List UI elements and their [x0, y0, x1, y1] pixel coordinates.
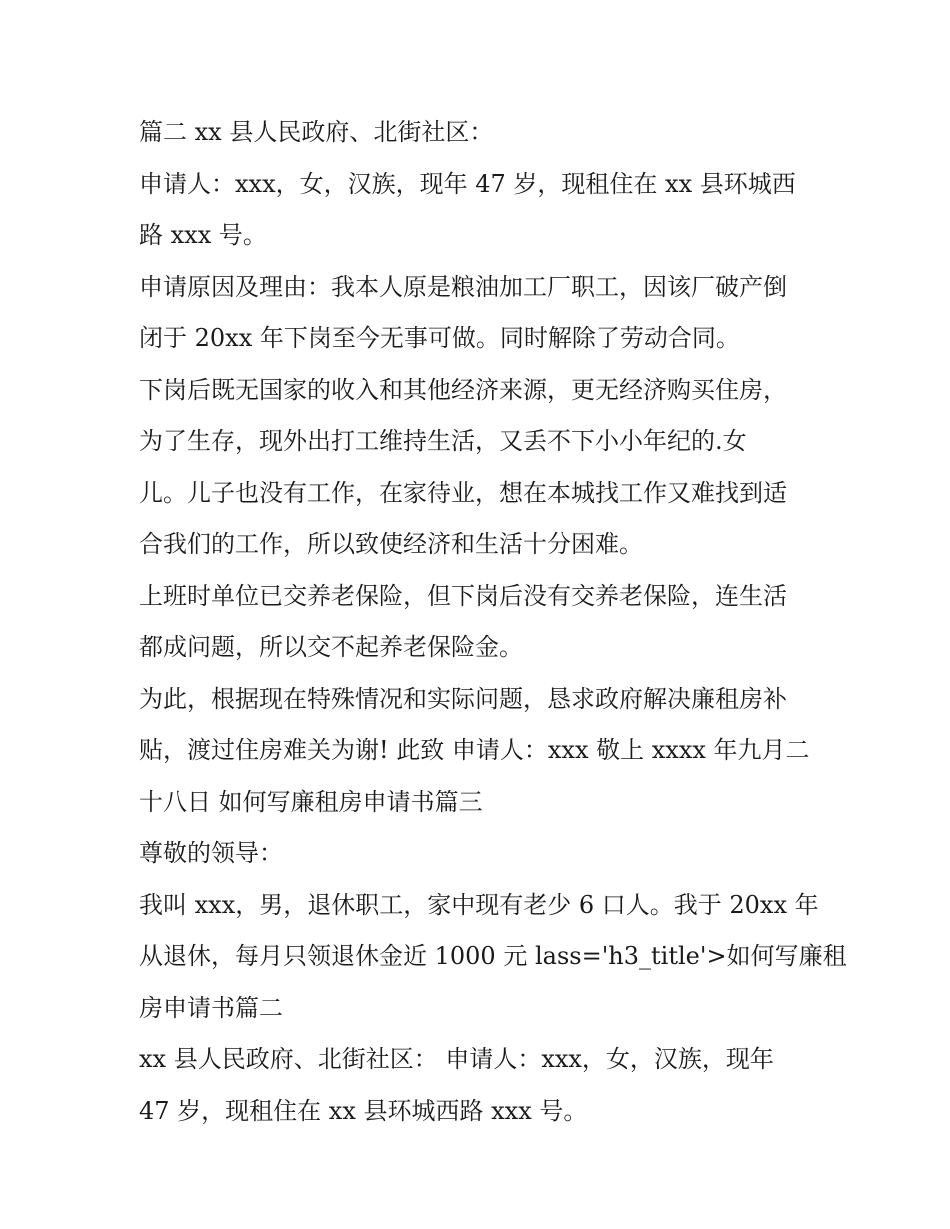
text-line-14: 十八日 如何写廉租房申请书篇三	[139, 787, 483, 816]
text-line-3: 路 xxx 号。	[139, 221, 267, 249]
text-line-7: 为了生存，现外出打工维持生活，又丢不下小小年纪的.女	[139, 427, 747, 455]
text-line-20: 47 岁，现租住在 xx 县环城西路 xxx 号。	[139, 1096, 588, 1125]
text-line-6: 下岗后既无国家的收入和其他经济来源，更无经济购买住房，	[139, 375, 787, 404]
text-line-19: xx 县人民政府、北街社区： 申请人：xxx，女，汉族，现年	[139, 1045, 774, 1073]
text-line-13: 贴，渡过住房难关为谢! 此致 申请人：xxx 敬上 xxxx 年九月二	[139, 736, 810, 764]
text-line-16: 我叫 xxx，男，退休职工，家中现有老少 6 口人。我于 20xx 年	[139, 890, 819, 919]
text-line-9: 合我们的工作，所以致使经济和生活十分困难。	[139, 530, 643, 558]
text-line-11: 都成问题，所以交不起养老保险金。	[139, 633, 523, 661]
text-line-15: 尊敬的领导：	[139, 839, 283, 867]
text-line-1: 篇二 xx 县人民政府、北街社区：	[139, 118, 494, 146]
text-line-8: 儿。儿子也没有工作，在家待业，想在本城找工作又难找到适	[139, 478, 787, 507]
document-body	[139, 107, 847, 1137]
text-line-17: 从退休，每月只领退休金近 1000 元 lass='h3_title'>如何写廉租	[139, 942, 847, 970]
text-line-5: 闭于 20xx 年下岗至今无事可做。同时解除了劳动合同。	[139, 324, 740, 352]
text-line-18: 房申请书篇二	[139, 993, 283, 1022]
text-line-4: 申请原因及理由：我本人原是粮油加工厂职工，因该厂破产倒	[139, 272, 787, 301]
text-line-12: 为此，根据现在特殊情况和实际问题，恳求政府解决廉租房补	[139, 684, 787, 713]
text-line-10: 上班时单位已交养老保险，但下岗后没有交养老保险，连生活	[139, 581, 787, 610]
text-line-2: 申请人：xxx，女，汉族，现年 47 岁，现租住在 xx 县环城西	[139, 169, 796, 198]
